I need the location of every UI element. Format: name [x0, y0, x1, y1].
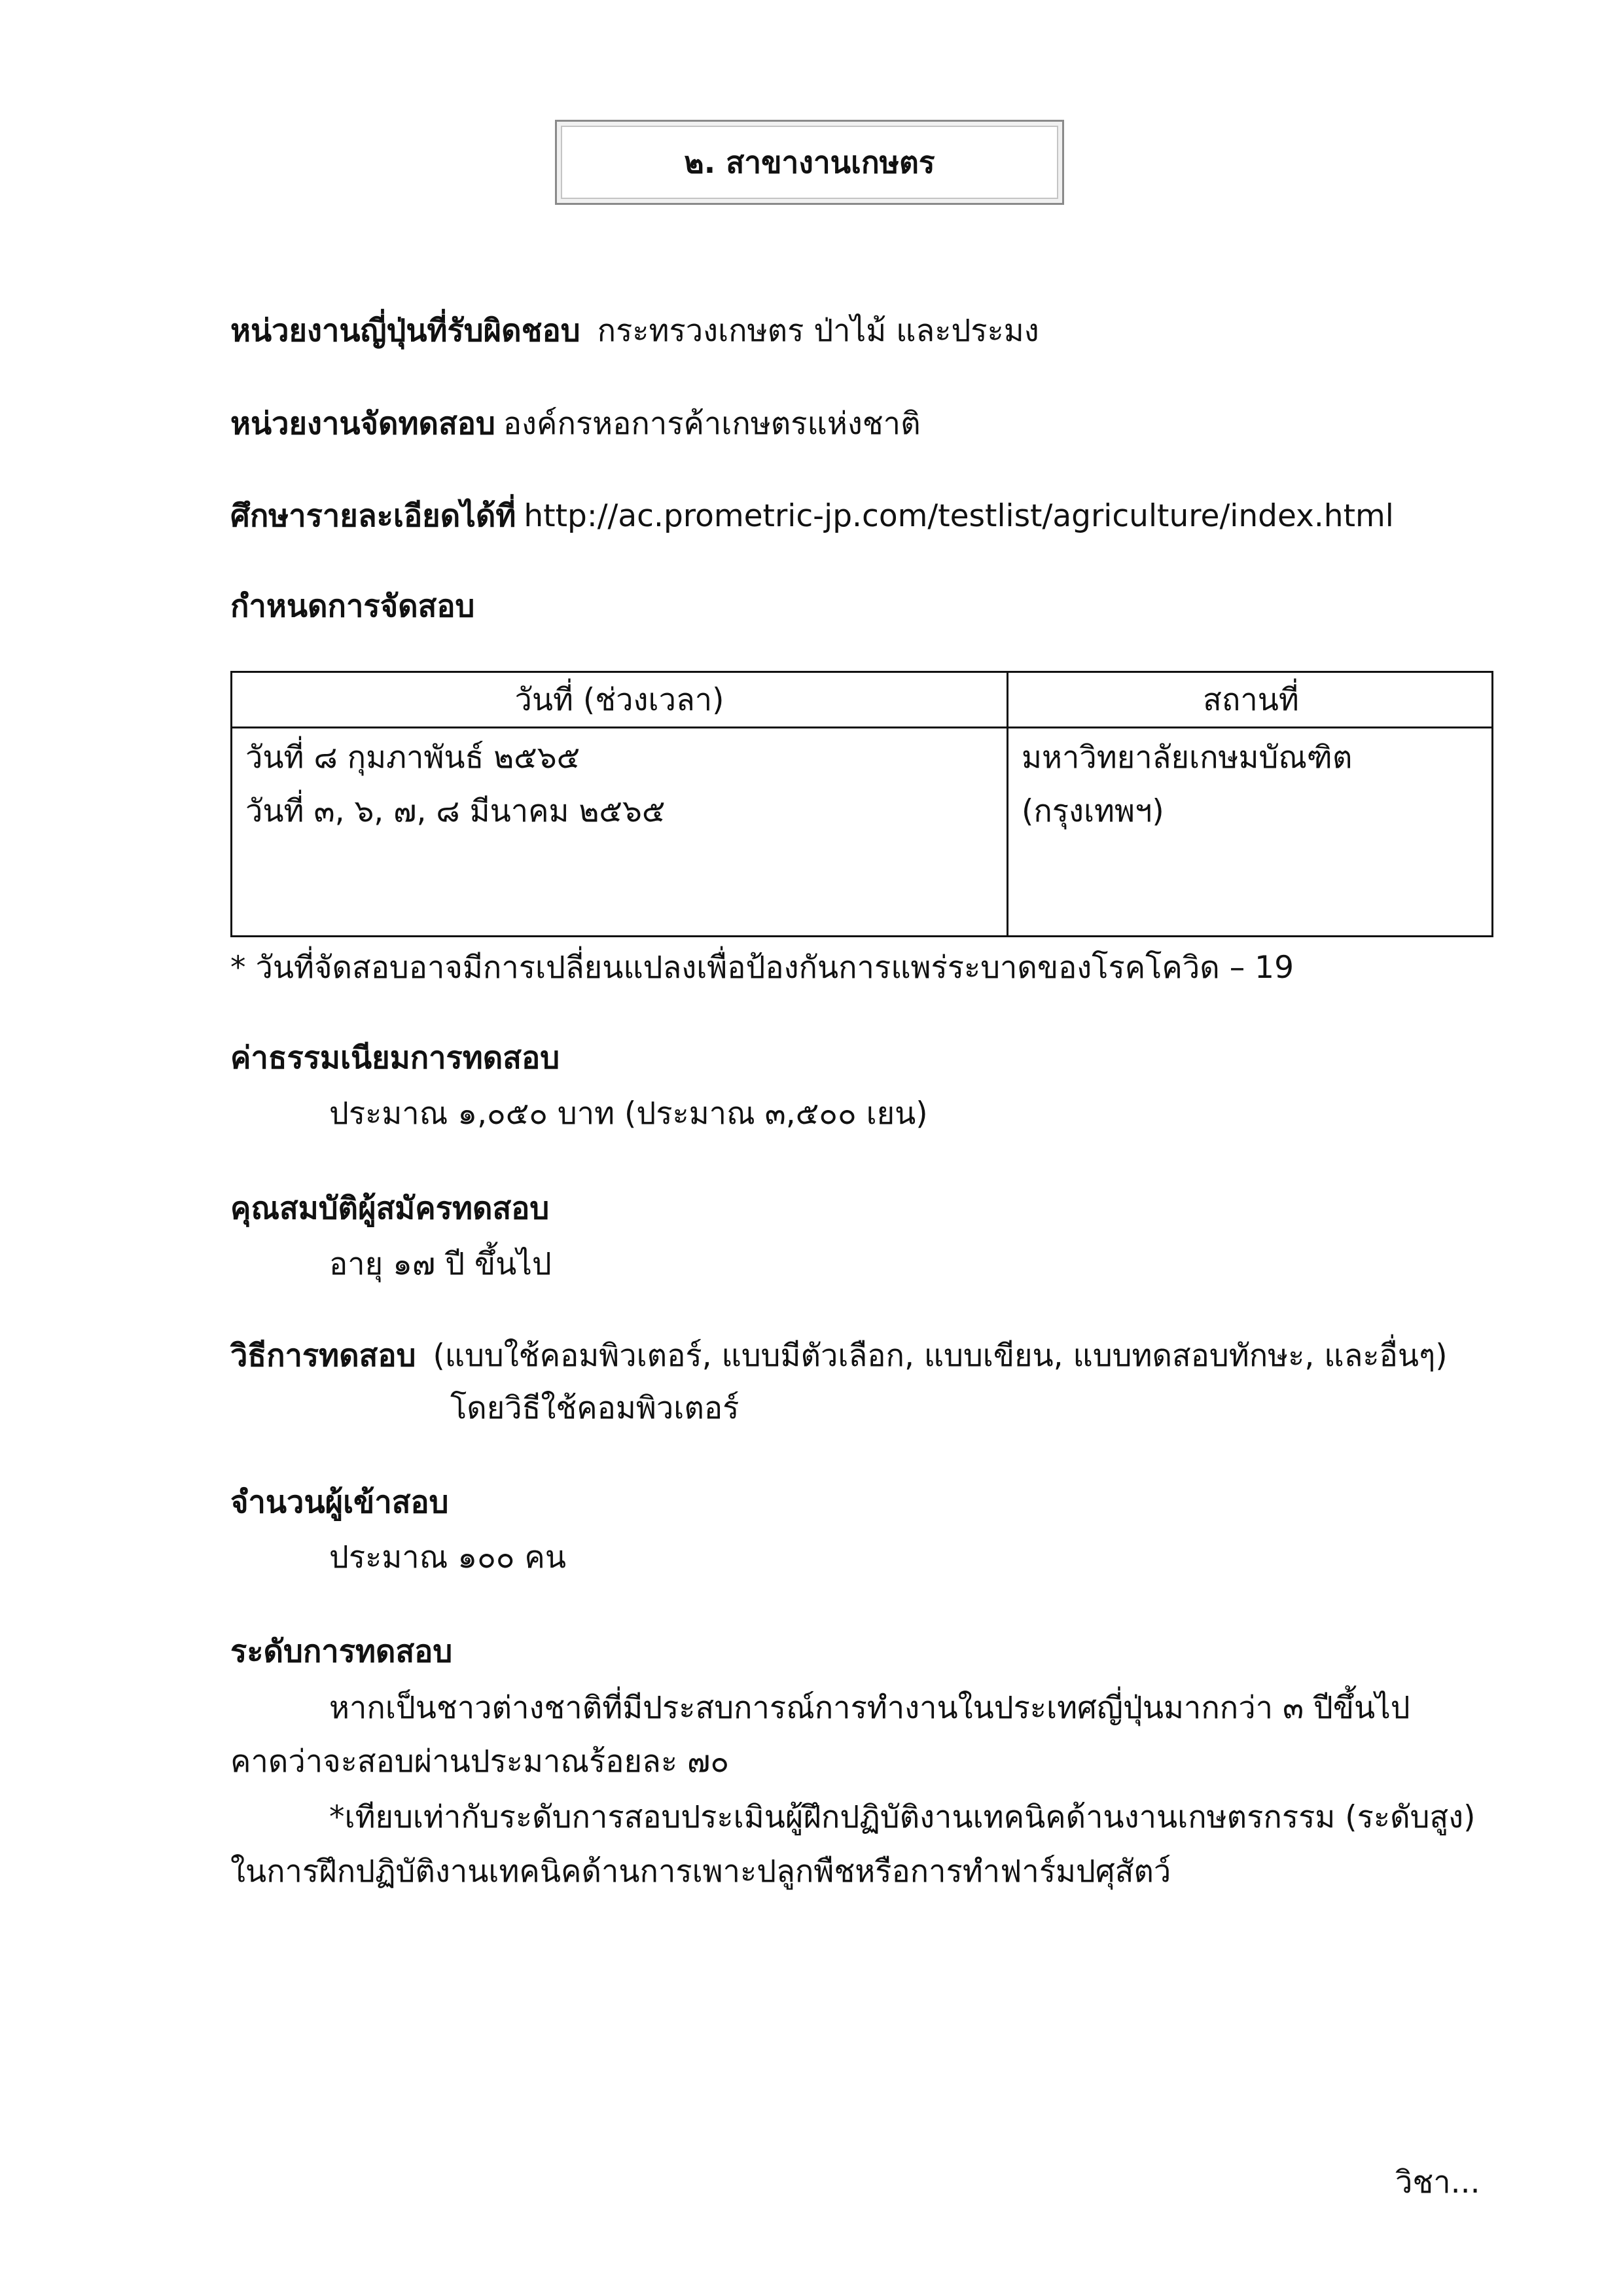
qualification-heading: คุณสมบัติผู้สมัครทดสอบ — [230, 1191, 550, 1227]
table-date-line-1: วันที่ ๘ กุมภาพันธ์ ๒๕๖๕ — [245, 740, 580, 776]
level-line-3: *เทียบเท่ากับระดับการสอบประเมินผู้ฝึกปฏิบัติงานเทคนิคด้านงานเกษตรกรรม (ระดับสูง) — [329, 1799, 1476, 1835]
table-place-line-1: มหาวิทยาลัยเกษมบัณฑิต — [1022, 740, 1353, 776]
method-options: (แบบใช้คอมพิวเตอร์, แบบมีตัวเลือก, แบบเขียน, แบบทดสอบทักษะ, และอื่นๆ) — [433, 1338, 1448, 1374]
fee-value: ประมาณ ๑,๐๕๐ บาท (ประมาณ ๓,๕๐๐ เยน) — [329, 1096, 928, 1132]
level-line-2: คาดว่าจะสอบผ่านประมาณร้อยละ ๗๐ — [230, 1744, 730, 1780]
method-line — [230, 1335, 1448, 1377]
agency-line — [230, 310, 1039, 352]
table-date-line-2: วันที่ ๓, ๖, ๗, ๘ มีนาคม ๒๕๖๕ — [245, 793, 666, 829]
table-header-place: สถานที่ — [1203, 682, 1299, 718]
agency-value: กระทรวงเกษตร ป่าไม้ และประมง — [597, 313, 1039, 349]
details-url[interactable]: http://ac.prometric-jp.com/testlist/agriculture/index.html — [524, 498, 1394, 534]
level-heading: ระดับการทดสอบ — [230, 1634, 453, 1670]
details-label: ศึกษารายละเอียดได้ที่ — [230, 498, 516, 534]
level-line-1: หากเป็นชาวต่างชาติที่มีประสบการณ์การทำงานในประเทศญี่ปุ่นมากกว่า ๓ ปีขึ้นไป — [329, 1690, 1410, 1726]
fee-heading: ค่าธรรมเนียมการทดสอบ — [230, 1040, 560, 1076]
section-title: ๒. สาขางานเกษตร — [684, 144, 935, 180]
schedule-table — [230, 671, 1493, 937]
organizer-line — [230, 403, 921, 445]
level-line-4: ในการฝึกปฏิบัติงานเทคนิคด้านการเพาะปลูกพืชหรือการทำฟาร์มปศุสัตว์ — [230, 1854, 1171, 1890]
table-header-date: วันที่ (ช่วงเวลา) — [514, 682, 724, 718]
organizer-value: องค์กรหอการค้าเกษตรแห่งชาติ — [503, 406, 921, 442]
examinees-value: ประมาณ ๑๐๐ คน — [329, 1539, 566, 1575]
table-place-line-2: (กรุงเทพฯ) — [1022, 793, 1164, 829]
examinees-heading: จำนวนผู้เข้าสอบ — [230, 1484, 449, 1520]
agency-label: หน่วยงานญี่ปุ่นที่รับผิดชอบ — [230, 313, 580, 349]
schedule-heading: กำหนดการจัดสอบ — [230, 588, 475, 624]
method-heading: วิธีการทดสอบ — [230, 1338, 416, 1374]
section-title-box — [555, 120, 1064, 205]
continuation-footer: วิชา... — [1395, 2164, 1480, 2200]
details-line — [230, 495, 1394, 537]
qualification-value: อายุ ๑๗ ปี ขึ้นไป — [329, 1246, 552, 1282]
schedule-note: * วันที่จัดสอบอาจมีการเปลี่ยนแปลงเพื่อป้องกันการแพร่ระบาดของโรคโควิด – 19 — [230, 950, 1294, 986]
organizer-label: หน่วยงานจัดทดสอบ — [230, 406, 495, 442]
method-value: โดยวิธีใช้คอมพิวเตอร์ — [450, 1390, 740, 1426]
